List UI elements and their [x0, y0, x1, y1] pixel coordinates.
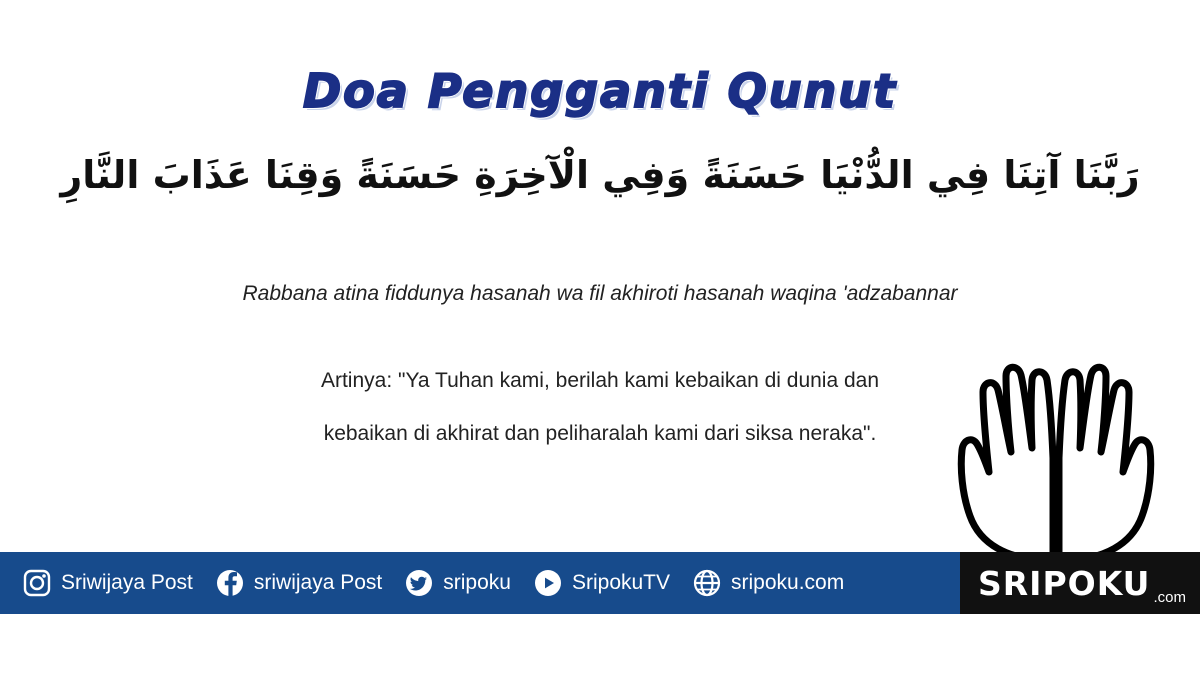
social-label-twitter: sripoku: [443, 571, 511, 594]
social-label-instagram: Sriwijaya Post: [61, 571, 193, 594]
praying-hands-icon: [936, 348, 1176, 563]
top-white-bar: [0, 0, 1200, 30]
social-item-website[interactable]: [692, 568, 844, 598]
arabic-dua-text: رَبَّنَا آتِنَا فِي الدُّنْيَا حَسَنَةً وَفِي الْآخِرَةِ حَسَنَةً وَقِنَا عَذَابَ النَّارِ: [60, 153, 1140, 197]
social-item-youtube[interactable]: [533, 568, 670, 598]
meaning-line-1: Artinya: "Ya Tuhan kami, berilah kami kebaikan di dunia dan: [320, 369, 880, 392]
main-content: [0, 30, 1200, 550]
brand-suffix: .com: [1153, 589, 1186, 606]
brand-name: SRIPOKU: [978, 563, 1151, 603]
social-item-facebook[interactable]: [215, 568, 382, 598]
social-item-twitter[interactable]: [404, 568, 511, 598]
facebook-icon: [215, 568, 245, 598]
social-label-youtube: SripokuTV: [571, 571, 671, 594]
globe-icon: [692, 568, 722, 598]
bottom-white-bar: [0, 614, 1200, 675]
instagram-icon: [22, 568, 52, 598]
brand-logo[interactable]: [960, 552, 1200, 614]
youtube-icon: [533, 568, 563, 598]
social-label-facebook: sriwijaya Post: [253, 571, 383, 594]
meaning-line-2: kebaikan di akhirat dan peliharalah kami dari siksa neraka".: [323, 421, 877, 445]
social-label-website: sripoku.com: [731, 571, 845, 594]
twitter-icon: [404, 568, 434, 598]
transliteration-text: Rabbana atina fiddunya hasanah wa fil akhiroti hasanah waqina 'adzabannar: [242, 282, 958, 305]
page-title: Doa Pengganti Qunut: [302, 64, 898, 118]
social-item-instagram[interactable]: [22, 568, 193, 598]
